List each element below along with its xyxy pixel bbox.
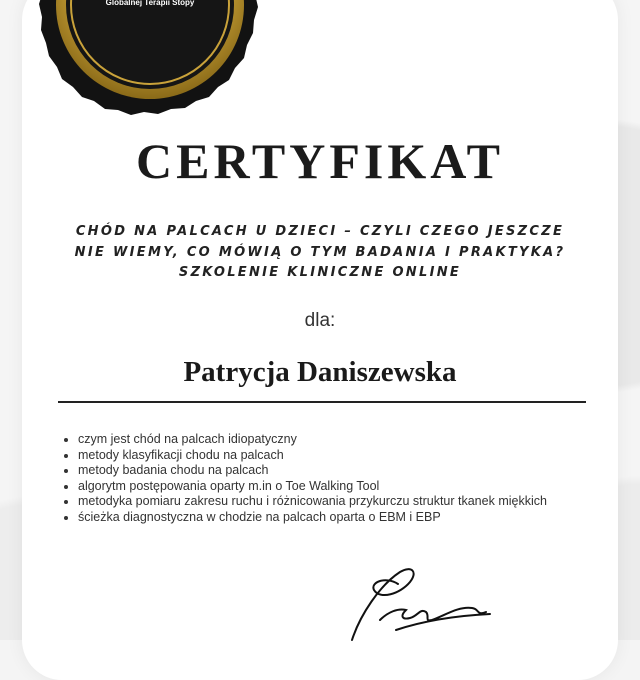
list-item: • metodyka pomiaru zakresu ruchu i różnicowania przykurczu struktur tkanek miękkich: [78, 494, 558, 510]
recipient-name: Patrycja Daniszewska: [183, 356, 457, 388]
course-line-3: SZKOLENIE KLINICZNE ONLINE: [178, 265, 462, 280]
name-underline: [58, 401, 586, 403]
list-item: • ścieżka diagnostyczna w chodzie na palcach oparta o EBM i EBP: [78, 510, 558, 526]
list-item: • czym jest chód na palcach idiopatyczny: [78, 432, 558, 448]
topics-list: [58, 432, 558, 525]
course-line-2: NIE WIEMY, CO MÓWIĄ O TYM BADANIA I PRAKTYKA?: [74, 245, 566, 260]
certificate-title: CERTYFIKAT: [136, 133, 504, 189]
course-line-1: CHÓD NA PALCACH U DZIECI – CZYLI CZEGO JESZCZE: [75, 224, 565, 239]
academy-badge-logo: [30, 0, 270, 115]
handwritten-signature: [340, 560, 510, 645]
list-item: • metody klasyfikacji chodu na palcach: [78, 448, 558, 464]
list-item: • metody badania chodu na palcach: [78, 463, 558, 479]
badge-tagline: Globalnej Terapii Stopy: [105, 0, 195, 7]
list-item: • algorytm postępowania oparty m.in o Toe Walking Tool: [78, 479, 558, 495]
for-label: dla:: [304, 310, 336, 331]
